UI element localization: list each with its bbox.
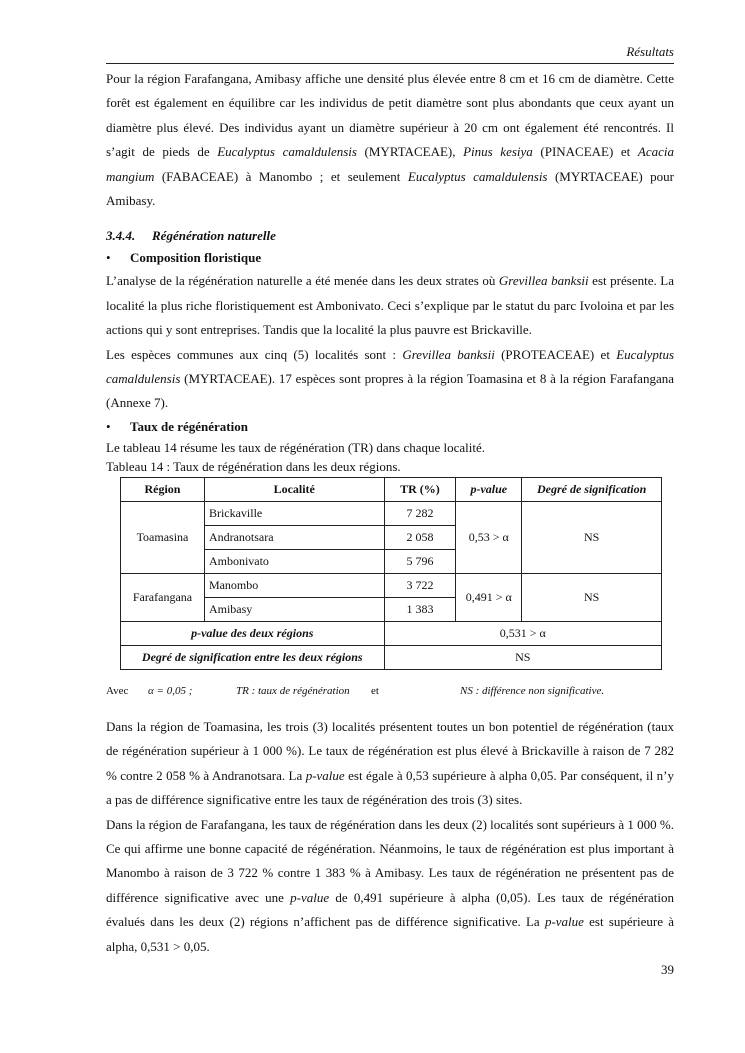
regeneration-table bbox=[120, 477, 662, 670]
table-row bbox=[121, 501, 662, 525]
intro-text-2: (MYRTACEAE), bbox=[356, 144, 464, 160]
compo-text-1: L’analyse de la régénération naturelle a été menée dans les deux strates où bbox=[106, 273, 499, 289]
header-rule bbox=[106, 63, 674, 64]
spacer bbox=[106, 701, 674, 715]
bullet-dot-icon: • bbox=[106, 418, 111, 434]
cell-localite: Ambonivato bbox=[204, 549, 384, 573]
species-grevillea-2: Grevillea banksii bbox=[402, 346, 495, 362]
table-row bbox=[121, 573, 662, 597]
disc-text-4: de 0,491 supérieure à alpha (0,05). Les taux de régénération évalués dans les deux (2) régions n’affichent pas de différence significative. La bbox=[106, 889, 674, 930]
cell-tr: 1 383 bbox=[384, 597, 456, 621]
species-eucalyptus-2: Eucalyptus camaldulensis bbox=[407, 168, 548, 184]
cell-tr: 7 282 bbox=[384, 501, 456, 525]
composition-paragraph-1 bbox=[106, 269, 674, 342]
intro-text-4: (FABACEAE) à Manombo ; et seulement bbox=[154, 168, 408, 184]
species-pinus: Pinus kesiya bbox=[463, 144, 533, 160]
cell-localite: Manombo bbox=[204, 573, 384, 597]
cell-both-degre: NS bbox=[384, 645, 661, 669]
header-localite: Localité bbox=[204, 477, 384, 501]
intro-paragraph bbox=[106, 67, 674, 213]
farafangana-paragraph bbox=[106, 813, 674, 959]
header-degre: Degré de signification bbox=[522, 477, 662, 501]
compo-text-2: est présente. La localité la plus riche floristiquement est Ambonivato. Ceci s’explique par le statut du parc Ivoloina et par les actions qui y sont entreprises. Tandis que la localité la plus pauvre est Brickaville. bbox=[106, 273, 674, 338]
cell-region-toamasina: Toamasina bbox=[121, 501, 205, 573]
cell-both-degre-label: Degré de signification entre les deux régions bbox=[121, 645, 385, 669]
species-eucalyptus-3: Eucalyptus camaldulensis bbox=[106, 346, 674, 387]
page-body bbox=[106, 67, 674, 959]
table-legend bbox=[106, 685, 674, 701]
species-acacia: Acacia mangium bbox=[106, 144, 674, 184]
toamasina-paragraph bbox=[106, 715, 674, 813]
cell-region-farafangana: Farafangana bbox=[121, 573, 205, 621]
disc-text-5: est supérieure à alpha, 0,531 > 0,05. bbox=[106, 914, 675, 954]
cell-tr: 5 796 bbox=[384, 549, 456, 573]
legend-avec: Avec bbox=[106, 684, 129, 697]
cell-tr: 3 722 bbox=[384, 573, 456, 597]
cell-tr: 2 058 bbox=[384, 525, 456, 549]
compo-text-4: (PROTEACEAE) et bbox=[494, 346, 617, 362]
section-title: Régénération naturelle bbox=[152, 228, 276, 244]
header-tr: TR (%) bbox=[384, 477, 456, 501]
table-header-row bbox=[121, 477, 662, 501]
legend-ns: NS : différence non significative. bbox=[460, 684, 605, 697]
disc-text-3: Dans la région de Farafangana, les taux de régénération dans les deux (2) localités sont supérieurs à 1 000 %. Ce qui affirme une bonne capacité de régénération. Néanmoins, le taux de régénération est plus important à Manombo à raison de 3 722 % contre 1 383 % à Amibasy. Les taux de régénération ne présentent pas de différence significative avec une bbox=[106, 816, 674, 905]
page-number: 39 bbox=[661, 962, 674, 977]
pvalue-term: p-value bbox=[290, 889, 330, 905]
taux-intro: Le tableau 14 résume les taux de régénération (TR) dans chaque localité. bbox=[106, 439, 486, 455]
cell-degre-farafangana: NS bbox=[522, 573, 662, 621]
disc-text-2: est égale à 0,53 supérieure à alpha 0,05. Par conséquent, il n’y a pas de différence significative entre les taux de régénération des trois (3) sites. bbox=[106, 767, 674, 808]
cell-both-pvalue-label: p-value des deux régions bbox=[121, 621, 385, 645]
composition-heading: Composition floristique bbox=[130, 250, 262, 266]
bullet-composition bbox=[106, 247, 674, 269]
cell-localite: Amibasy bbox=[204, 597, 384, 621]
header-pvalue: p-value bbox=[456, 477, 522, 501]
species-grevillea: Grevillea banksii bbox=[498, 273, 589, 289]
disc-text-1: Dans la région de Toamasina, les trois (3) localités présentent toutes un bon potentiel de régénération (taux de régénération supérieur à 1 000 %). Le taux de régénération est plus élevé à Brickaville à raison de 7 282 % contre 2 058 % à Andranotsara. La bbox=[106, 718, 674, 783]
table-caption: Tableau 14 : Taux de régénération dans les deux régions. bbox=[106, 458, 401, 474]
compo-text-3: Les espèces communes aux cinq (5) localités sont : bbox=[106, 346, 403, 362]
cell-degre-toamasina: NS bbox=[522, 501, 662, 573]
intro-text-3: (PINACEAE) et bbox=[532, 144, 638, 160]
section-heading bbox=[106, 225, 674, 247]
header-region: Région bbox=[121, 477, 205, 501]
intro-text-1: Pour la région Farafangana, Amibasy affiche une densité plus élevée entre 8 cm et 16 cm de diamètre. Cette forêt est également en équilibre car les individus de petit diamètre sont plus abondants que ceux ayant un diamètre plus élevé. Des individus ayant un diamètre supérieur à 20 cm ont également été rencontrés. Il s’agit de pieds de bbox=[106, 71, 674, 160]
bullet-dot-icon: • bbox=[106, 250, 111, 266]
intro-text-5: (MYRTACEAE) pour Amibasy. bbox=[106, 168, 674, 209]
bullet-taux bbox=[106, 416, 674, 438]
pvalue-term: p-value bbox=[305, 767, 345, 783]
cell-localite: Andranotsara bbox=[204, 525, 384, 549]
species-eucalyptus: Eucalyptus camaldulensis bbox=[217, 144, 357, 160]
cell-pvalue-toamasina: 0,53 > α bbox=[456, 501, 522, 573]
cell-both-pvalue: 0,531 > α bbox=[384, 621, 661, 645]
table-row-both-pvalue bbox=[121, 621, 662, 645]
legend-alpha: α = 0,05 ; bbox=[148, 684, 193, 697]
compo-text-5: (MYRTACEAE). 17 espèces sont propres à la région Toamasina et 8 à la région Farafangana (Annexe 7). bbox=[106, 371, 674, 411]
taux-heading: Taux de régénération bbox=[130, 418, 248, 434]
pvalue-term: p-value bbox=[544, 914, 584, 930]
legend-et: et bbox=[371, 684, 379, 697]
running-header: Résultats bbox=[626, 44, 674, 59]
composition-paragraph-2 bbox=[106, 343, 674, 416]
legend-tr: TR : taux de régénération bbox=[236, 684, 350, 697]
cell-pvalue-farafangana: 0,491 > α bbox=[456, 573, 522, 621]
cell-localite: Brickaville bbox=[204, 501, 384, 525]
table-row-both-degre bbox=[121, 645, 662, 669]
section-number: 3.4.4. bbox=[106, 228, 136, 244]
